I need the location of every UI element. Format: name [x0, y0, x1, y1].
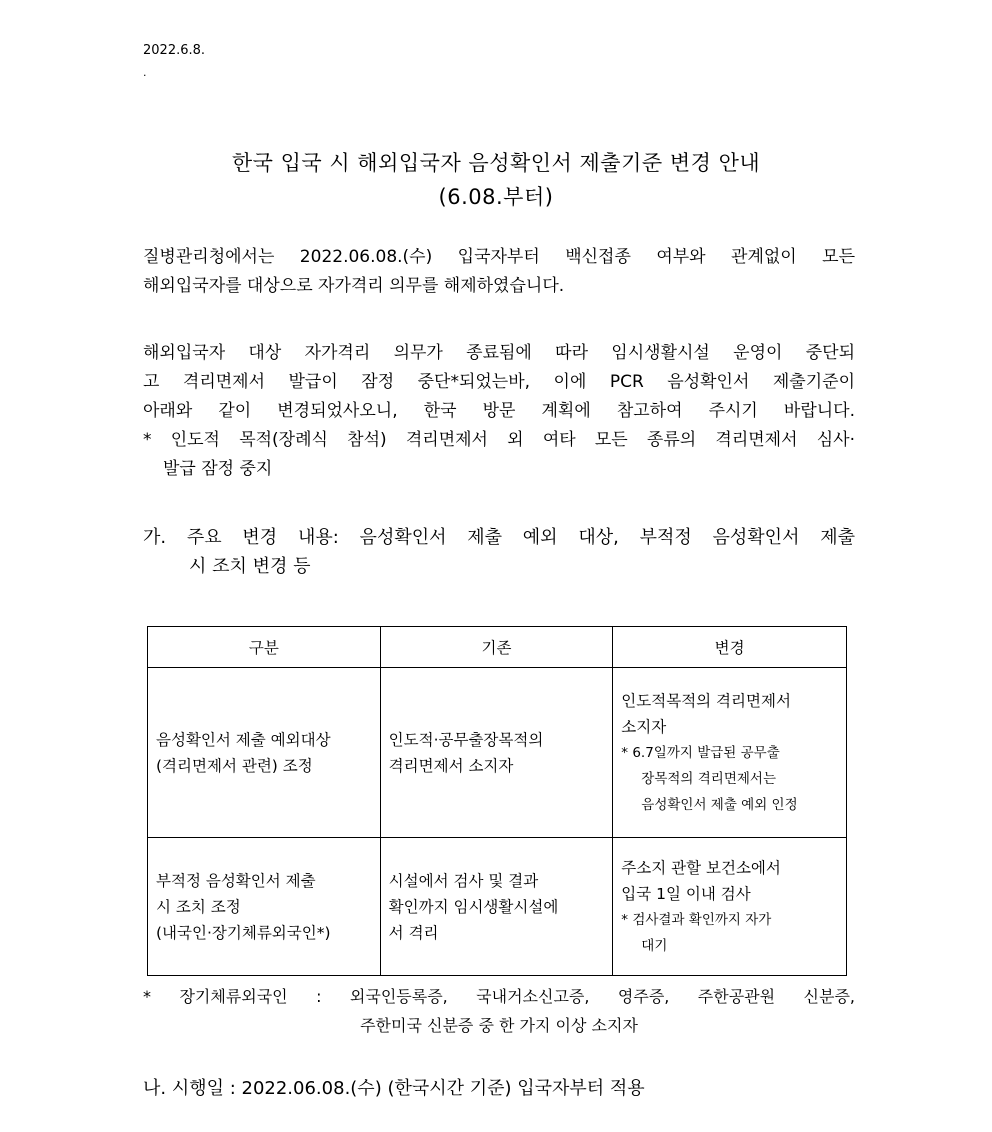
intro-line-2: 해외입국자를 대상으로 자가격리 의무를 해제하였습니다.: [143, 276, 565, 296]
section-a-heading: [143, 523, 855, 581]
document-title: 한국 입국 시 해외입국자 음성확인서 제출기준 변경 안내: [231, 151, 761, 175]
row2-category-line-2: 시 조치 조정: [156, 897, 241, 916]
row1-after-cell: [613, 668, 847, 838]
row2-after-line-2: 입국 1일 이내 검사: [621, 884, 751, 903]
notice-line-3: 아래와 같이 변경되었사오니, 한국 방문 계획에 참고하여 주시기 바랍니다.: [143, 401, 855, 421]
table-header-row: [148, 627, 847, 668]
row2-after-cell: [613, 838, 847, 976]
row1-before-cell: [380, 668, 613, 838]
row1-before-line-1: 인도적·공무출장목적의: [388, 730, 544, 749]
section-b-heading: 나. 시행일 : 2022.06.08.(수) (한국시간 기준) 입국자부터 적용: [143, 1078, 645, 1099]
date-dot: .: [143, 66, 147, 79]
row2-before-cell: [380, 838, 613, 976]
row2-after-note-1: * 검사결과 확인까지 자가: [621, 911, 772, 928]
document-subtitle: (6.08.부터): [438, 185, 554, 209]
row1-after-line-1: 인도적목적의 격리면제서: [621, 691, 791, 710]
row2-before-line-3: 서 격리: [388, 923, 439, 942]
row1-category-cell: [148, 668, 381, 838]
row1-category-line-1: 음성확인서 제출 예외대상: [156, 730, 331, 749]
section-a-line-1: 가. 주요 변경 내용: 음성확인서 제출 예외 대상, 부적정 음성확인서 제출: [143, 527, 855, 548]
header-after: 변경: [613, 627, 847, 668]
document-date: 2022.6.8.: [143, 43, 206, 58]
row1-after-note-3: 음성확인서 제출 예외 인정: [641, 796, 798, 813]
row2-before-line-1: 시설에서 검사 및 결과: [388, 871, 539, 890]
header-before: 기존: [380, 627, 613, 668]
notice-footnote-line-1: * 인도적 목적(장례식 참석) 격리면제서 외 여타 모든 종류의 격리면제서 심사·: [143, 430, 855, 450]
row2-before-line-2: 확인까지 임시생활시설에: [388, 897, 559, 916]
header-category: 구분: [148, 627, 381, 668]
section-a-line-2: 시 조치 변경 등: [189, 556, 311, 577]
row1-after-note-2: 장목적의 격리면제서는: [641, 770, 776, 787]
footnote-line-1: * 장기체류외국인 : 외국인등록증, 국내거소신고증, 영주증, 주한공관원 신분증,: [143, 987, 855, 1006]
row2-category-line-1: 부적정 음성확인서 제출: [156, 871, 316, 890]
row1-category-line-2: (격리면제서 관련) 조정: [156, 756, 313, 775]
row2-after-note-2: 대기: [641, 937, 668, 954]
row1-before-line-2: 격리면제서 소지자: [388, 756, 514, 775]
intro-paragraph: [143, 243, 855, 301]
row2-category-line-3: (내국인·장기체류외국인*): [156, 923, 331, 942]
table-row: [148, 838, 847, 976]
row2-after-line-1: 주소지 관할 보건소에서: [621, 858, 781, 877]
row1-after-note-1: * 6.7일까지 발급된 공무출: [621, 744, 780, 761]
notice-footnote-line-2: 발급 잠정 중지: [163, 459, 273, 479]
table-row: [148, 668, 847, 838]
row2-category-cell: [148, 838, 381, 976]
table-footnote: [143, 982, 855, 1040]
footnote-line-2: 주한미국 신분증 중 한 가지 이상 소지자: [360, 1016, 638, 1035]
changes-table: [147, 626, 847, 976]
intro-line-1: 질병관리청에서는 2022.06.08.(수) 입국자부터 백신접종 여부와 관계없이 모든: [143, 247, 855, 267]
notice-line-1: 해외입국자 대상 자가격리 의무가 종료됨에 따라 임시생활시설 운영이 중단되: [143, 343, 855, 363]
row1-after-line-2: 소지자: [621, 717, 667, 736]
notice-paragraph: [143, 339, 855, 484]
notice-line-2: 고 격리면제서 발급이 잠정 중단*되었는바, 이에 PCR 음성확인서 제출기준이: [143, 372, 855, 392]
